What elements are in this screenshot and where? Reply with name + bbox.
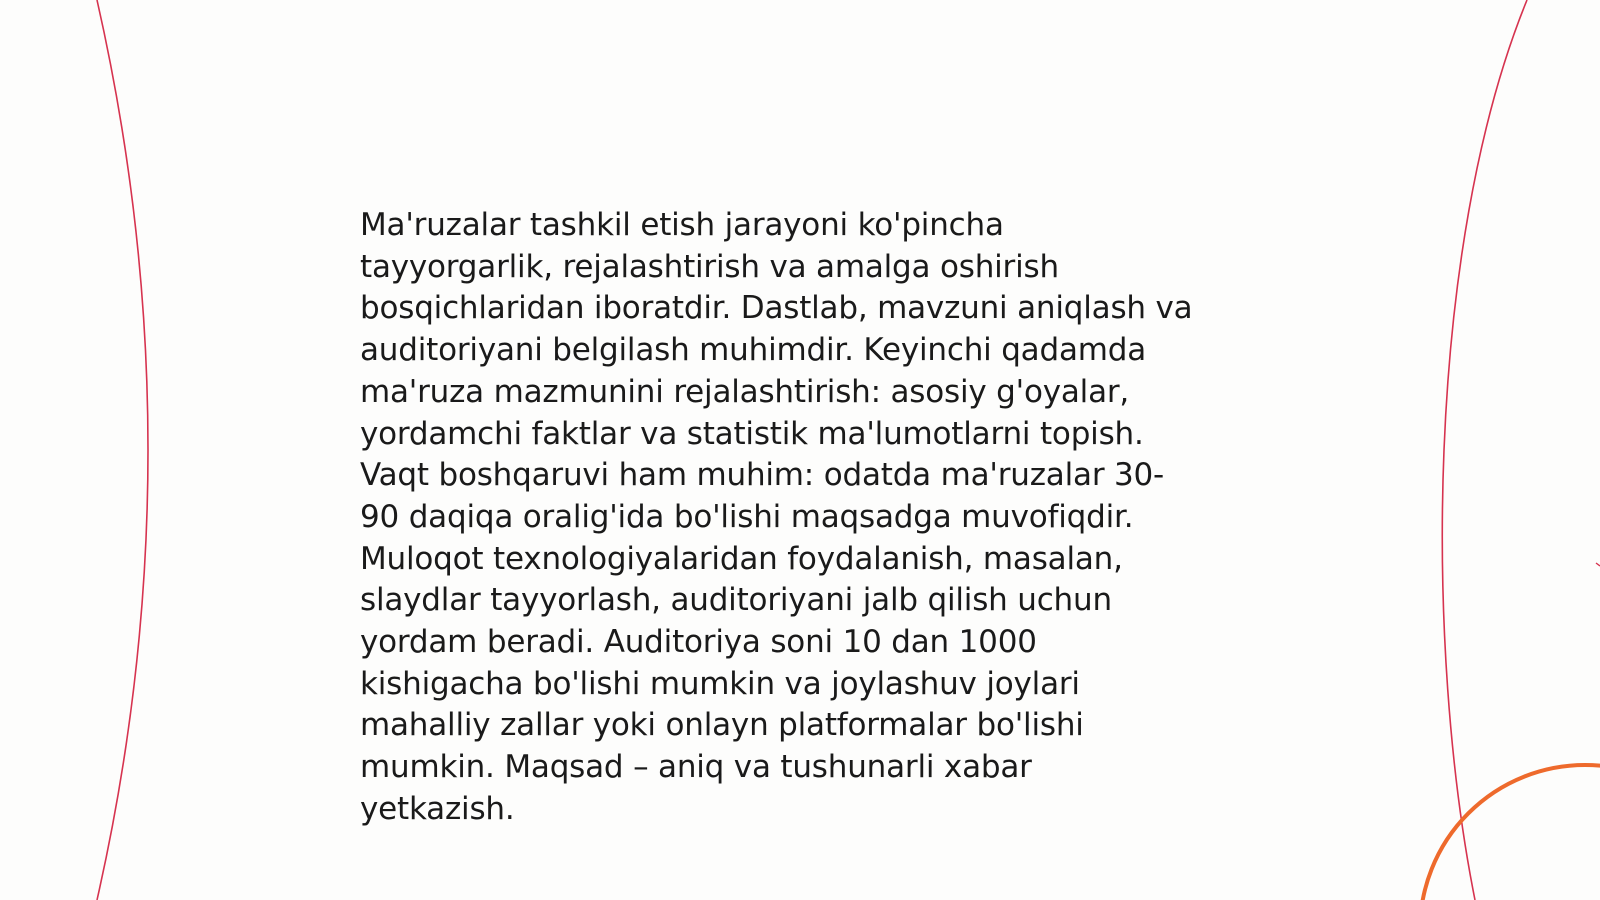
paragraph-line: yordam beradi. Auditoriya soni 10 dan 1000: [360, 624, 1037, 661]
paragraph-line: yetkazish.: [360, 790, 515, 827]
paragraph-line: mumkin. Maqsad – aniq va tushunarli xabar: [360, 749, 1032, 786]
paragraph-line: kishigacha bo'lishi mumkin va joylashuv joylari: [360, 665, 1080, 702]
paragraph-line: bosqichlaridan iboratdir. Dastlab, mavzuni aniqlash va: [360, 290, 1193, 327]
paragraph-line: ma'ruza mazmunini rejalashtirish: asosiy g'oyalar,: [360, 373, 1130, 410]
paragraph-line: auditoriyani belgilash muhimdir. Keyinchi qadamda: [360, 332, 1147, 369]
right-edge-tick: [1596, 563, 1600, 566]
paragraph-line: Vaqt boshqaruvi ham muhim: odatda ma'ruzalar 30-: [360, 457, 1165, 494]
body-paragraph: [360, 205, 1250, 831]
paragraph-line: yordamchi faktlar va statistik ma'lumotlarni topish.: [360, 415, 1144, 452]
paragraph-line: Muloqot texnologiyalaridan foydalanish, masalan,: [360, 540, 1123, 577]
right-arc-line: [1442, 0, 1527, 900]
left-arc-line: [97, 0, 148, 900]
corner-circle-accent: [1420, 765, 1600, 900]
paragraph-line: Ma'ruzalar tashkil etish jarayoni ko'pincha: [360, 207, 1004, 243]
paragraph-line: tayyorgarlik, rejalashtirish va amalga oshirish: [360, 248, 1059, 285]
paragraph-line: mahalliy zallar yoki onlayn platformalar bo'lishi: [360, 707, 1084, 744]
paragraph-line: 90 daqiqa oralig'ida bo'lishi maqsadga muvofiqdir.: [360, 498, 1134, 535]
paragraph-line: slaydlar tayyorlash, auditoriyani jalb qilish uchun: [360, 582, 1112, 619]
